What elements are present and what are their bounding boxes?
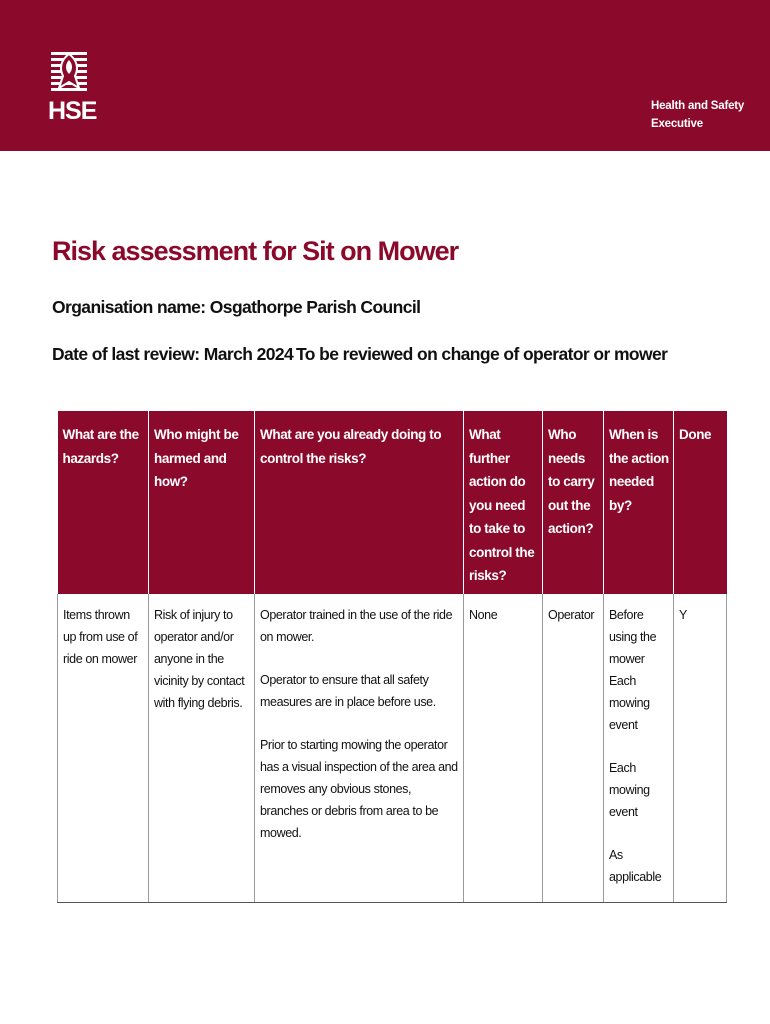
document-title: Risk assessment for Sit on Mower xyxy=(52,236,459,266)
header-who-acts: Who needs to carry out the action? xyxy=(543,411,604,594)
when-item: Each mowing event xyxy=(609,760,650,819)
table-header-row xyxy=(58,411,727,594)
hse-logo xyxy=(48,50,97,130)
hse-emblem-icon xyxy=(49,50,89,96)
organisation-wordmark xyxy=(651,97,744,133)
review-date: Date of last review: March 2024 xyxy=(52,344,294,364)
review-note: To be reviewed on change of operator or mower xyxy=(296,344,668,364)
header-who-harmed: Who might be harmed and how? xyxy=(149,411,255,594)
when-item: Before using the mower Each mowing event xyxy=(609,607,657,732)
cell-who: Operator xyxy=(543,594,604,903)
cell-when xyxy=(604,594,674,903)
control-item: Operator to ensure that all safety measures are in place before use. xyxy=(260,672,436,709)
header-done: Done xyxy=(674,411,727,594)
cell-controls xyxy=(255,594,464,903)
header-hazards: What are the hazards? xyxy=(58,411,149,594)
organisation-name: Organisation name: Osgathorpe Parish Council xyxy=(52,297,421,317)
header-further-action: What further action do you need to take to control the risks? xyxy=(464,411,543,594)
cell-further-action: None xyxy=(464,594,543,903)
wordmark-line-1: Health and Safety xyxy=(651,100,745,112)
cell-hazard: Items thrown up from use of ride on mower xyxy=(58,594,149,903)
header-current-controls: What are you already doing to control the risks? xyxy=(255,411,464,594)
hse-logo-text: HSE xyxy=(48,97,97,125)
risk-table xyxy=(57,411,727,903)
wordmark-line-2: Executive xyxy=(651,118,703,130)
cell-done: Y xyxy=(674,594,727,903)
table-row xyxy=(58,594,727,903)
header-band xyxy=(0,0,770,151)
when-item: As applicable xyxy=(609,847,662,884)
header-when: When is the action needed by? xyxy=(604,411,674,594)
control-item: Operator trained in the use of the ride on mower. xyxy=(260,607,453,644)
cell-harm: Risk of injury to operator and/or anyone in the vicinity by contact with flying debris. xyxy=(149,594,255,903)
control-item: Prior to starting mowing the operator has a visual inspection of the area and removes any obvious stones, branches or debris from area to be mowed. xyxy=(260,737,458,840)
